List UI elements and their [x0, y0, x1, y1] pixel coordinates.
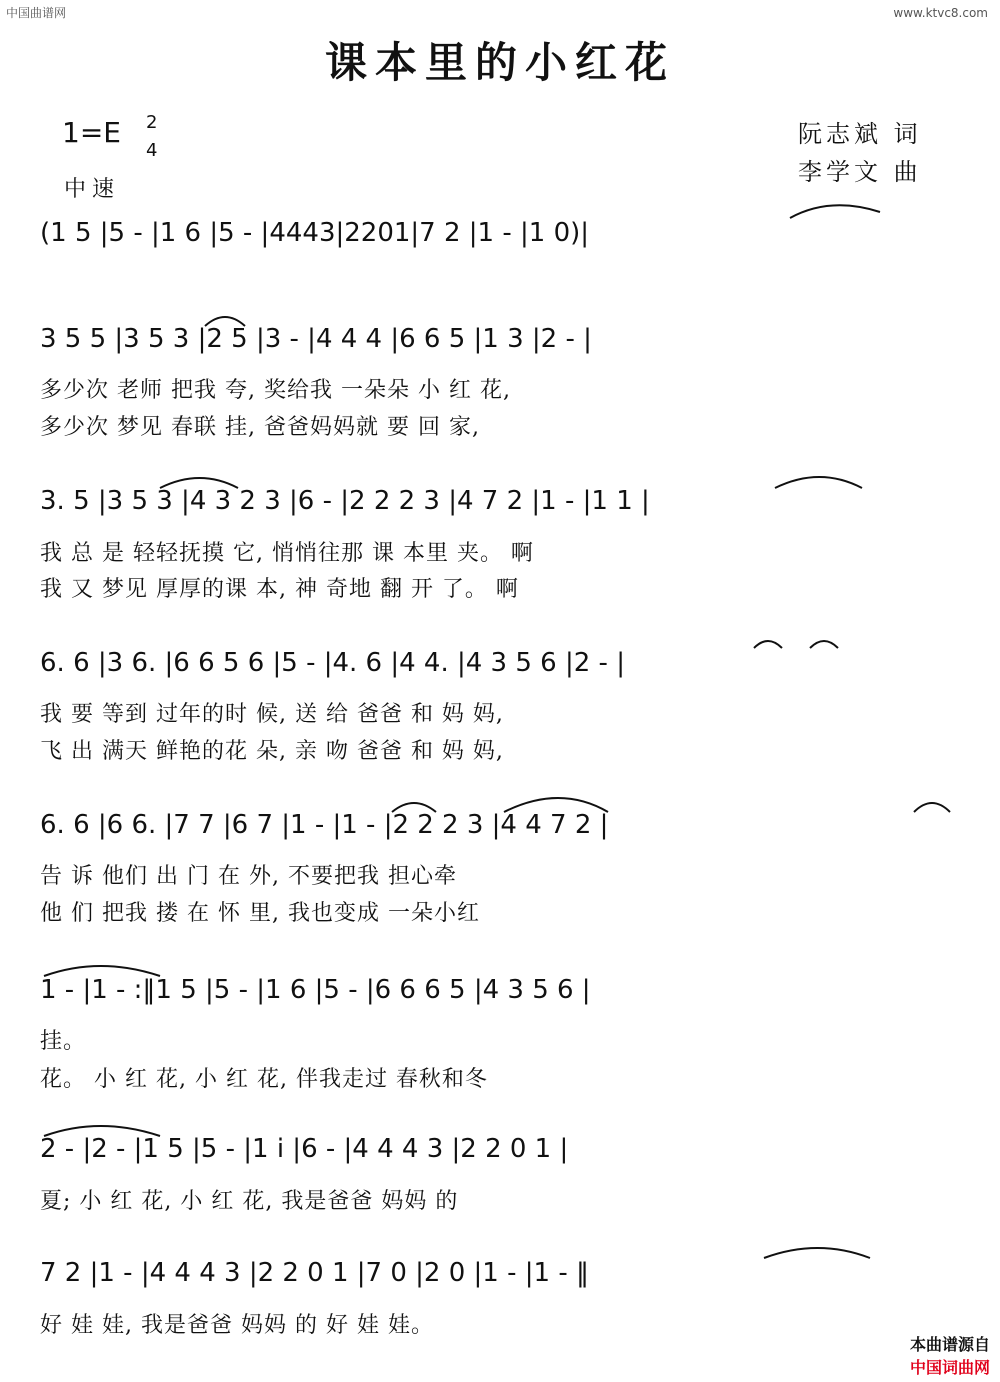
score-row-5: 1 - |1 - :‖1 5 |5 - |1 6 |5 - |6 6 6 5 |4 3 5 6 | — [40, 975, 591, 1005]
footer-site-link[interactable]: 中国词曲网 — [909, 1358, 990, 1377]
tie-arc — [775, 477, 862, 488]
watermark-top-right: www.ktvc8.com — [893, 6, 988, 20]
lyric-row-3-verse-1: 我 要 等到 过年的时 候, 送 给 爸爸 和 妈 妈, — [40, 702, 504, 727]
lyric-row-3-verse-2: 飞 出 满天 鲜艳的花 朵, 亲 吻 爸爸 和 妈 妈, — [40, 739, 504, 764]
slur-arc — [914, 803, 950, 812]
lyric-row-7-verse-1: 好 娃 娃, 我是爸爸 妈妈 的 好 娃 娃。 — [40, 1313, 434, 1338]
tie-arc — [44, 966, 160, 976]
tie-arc — [764, 1248, 870, 1258]
score-row-7: 7 2 |1 - |4 4 4 3 |2 2 0 1 |7 0 |2 0 |1 - |1 - ‖ — [40, 1258, 589, 1288]
score-row-1: 3 5 5 |3 5 3 |2 5 |3 - |4 4 4 |6 6 5 |1 3 |2 - | — [40, 324, 592, 354]
lyric-row-1-verse-1: 多少次 老师 把我 夸, 奖给我 一朵朵 小 红 花, — [40, 378, 511, 403]
lyric-row-2-verse-2: 我 又 梦见 厚厚的课 本, 神 奇地 翻 开 了。 啊 — [40, 577, 519, 602]
tie-arc — [44, 1126, 160, 1136]
score-row-2: 3. 5 |3 5 3 |4 3 2 3 |6 - |2 2 2 3 |4 7 2 |1 - |1 1 | — [40, 486, 650, 516]
lyric-row-2-verse-1: 我 总 是 轻轻抚摸 它, 悄悄往那 课 本里 夹。 啊 — [40, 541, 534, 566]
slur-arc — [160, 478, 238, 488]
tempo-marking: 中速 — [64, 177, 121, 202]
score-row-6: 2 - |2 - |1 5 |5 - |1 i |6 - |4 4 4 3 |2 2 0 1 | — [40, 1134, 569, 1164]
score-row-intro: (1 5 |5 - |1 6 |5 - |4443|2201|7 2 |1 - |1 0)| — [40, 218, 590, 248]
lyric-row-5-verse-2: 花。 小 红 花, 小 红 花, 伴我走过 春秋和冬 — [40, 1067, 488, 1092]
score-row-4: 6. 6 |6 6. |7 7 |6 7 |1 - |1 - |2 2 2 3 |4 4 7 2 | — [40, 810, 609, 840]
slur-arc — [754, 641, 782, 648]
lyricist-credit: 阮志斌 词 — [798, 120, 922, 148]
slur-arc — [810, 641, 838, 648]
song-title: 课本里的小红花 — [324, 38, 675, 87]
slur-arc — [392, 803, 436, 812]
composer-credit: 李学文 曲 — [798, 158, 922, 186]
footer-prefix: 本曲谱源自 — [909, 1335, 990, 1354]
watermark-top-left: 中国曲谱网 — [6, 6, 67, 20]
key-signature: 1=E — [62, 116, 121, 149]
lyric-row-4-verse-1: 告 诉 他们 出 门 在 外, 不要把我 担心牵 — [40, 864, 457, 889]
tie-arc — [504, 798, 608, 812]
tie-arc — [790, 205, 880, 218]
lyric-row-1-verse-2: 多少次 梦见 春联 挂, 爸爸妈妈就 要 回 家, — [40, 415, 480, 440]
score-row-3: 6. 6 |3 6. |6 6 5 6 |5 - |4. 6 |4 4. |4 3 5 6 |2 - | — [40, 648, 625, 678]
lyric-row-6-verse-1: 夏; 小 红 花, 小 红 花, 我是爸爸 妈妈 的 — [40, 1189, 459, 1214]
slur-arc — [205, 317, 245, 326]
source-footer — [899, 1313, 990, 1378]
lyric-row-5-verse-1: 挂。 — [40, 1029, 87, 1054]
time-signature-bottom: 4 — [146, 140, 158, 161]
time-signature-top: 2 — [146, 112, 158, 133]
lyric-row-4-verse-2: 他 们 把我 搂 在 怀 里, 我也变成 一朵小红 — [40, 901, 480, 926]
